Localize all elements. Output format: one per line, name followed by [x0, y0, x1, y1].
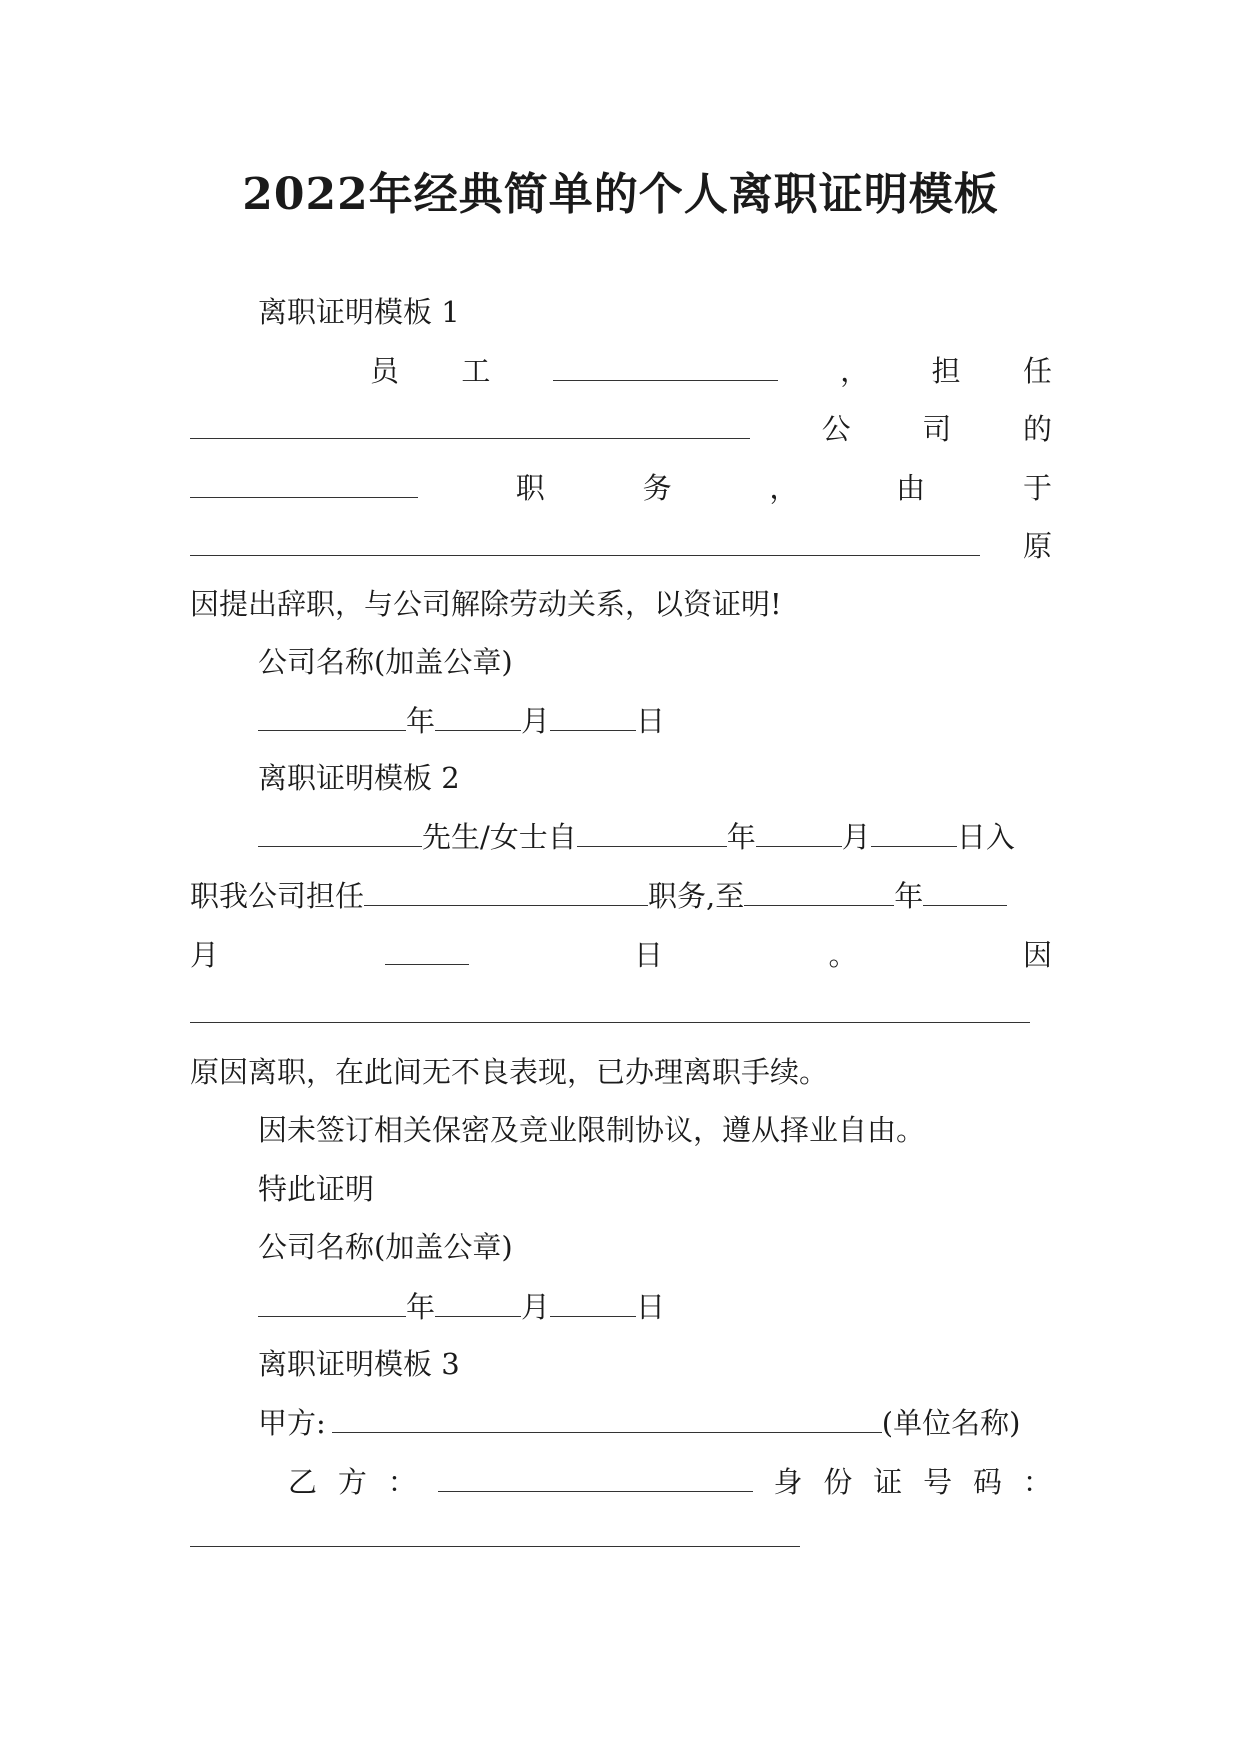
text-char: 司 [922, 412, 952, 446]
text-char: 的 [1022, 412, 1052, 446]
text-char: 方 [337, 1465, 367, 1499]
year-blank [577, 822, 727, 847]
year-label: 年 [406, 704, 436, 738]
employee-name-blank [553, 356, 778, 381]
text-char: 。 [828, 938, 858, 972]
month-blank [435, 1292, 521, 1317]
party-a-label: 甲方: [258, 1406, 326, 1440]
text-char: 证 [873, 1465, 903, 1499]
year-blank [258, 706, 406, 731]
text: 职我公司担任 [190, 879, 365, 913]
year-label: 年 [406, 1290, 436, 1324]
t2-date-line [258, 1292, 665, 1322]
text-char: 日 [633, 938, 663, 972]
t2-line-6: 因未签订相关保密及竞业限制协议，遵从择业自由。 [258, 1113, 926, 1147]
template-2-heading: 离职证明模板 2 [258, 761, 460, 795]
text-char: ， [840, 354, 870, 388]
position-blank [364, 881, 648, 906]
month-label: 月 [521, 704, 551, 738]
t2-line-2 [190, 881, 1007, 911]
t2-line-3 [190, 940, 1052, 970]
text: 先生/女士自 [422, 820, 577, 854]
document-title: 2022年经典简单的个人离职证明模板 [242, 169, 999, 220]
t3-party-a-line [258, 1408, 1020, 1438]
text: 日入 [956, 820, 1015, 854]
month-label: 月 [521, 1290, 551, 1324]
year-blank [744, 881, 894, 906]
text-char: 乙 [288, 1465, 318, 1499]
text-char: 于 [1022, 471, 1052, 505]
id-number-blank-line [190, 1546, 800, 1547]
t1-date-line [258, 706, 665, 736]
text: 职务,至 [648, 879, 745, 913]
text-char: 原 [1022, 529, 1052, 563]
month-blank [435, 706, 521, 731]
text-char: 任 [1022, 354, 1052, 388]
text-char: 职 [515, 471, 545, 505]
t2-line-5: 原因离职，在此间无不良表现，已办理离职手续。 [190, 1055, 829, 1089]
day-label: 日 [636, 1290, 666, 1324]
t2-company-seal: 公司名称(加盖公章) [258, 1230, 513, 1264]
text-char: ， [769, 471, 799, 505]
company-blank [190, 414, 750, 439]
text-char: 公 [821, 412, 851, 446]
text-char: 身 [773, 1465, 803, 1499]
text-char: 因 [1022, 938, 1052, 972]
year-blank [258, 1292, 406, 1317]
day-blank [385, 940, 469, 965]
text: 月 [841, 820, 871, 854]
unit-name-blank [332, 1408, 882, 1433]
template-1-heading: 离职证明模板 1 [258, 295, 460, 329]
text-char: 由 [896, 471, 926, 505]
text-char: 员 [370, 354, 400, 388]
t1-company-seal: 公司名称(加盖公章) [258, 645, 513, 679]
t1-line-4 [190, 531, 1052, 561]
text-char: 工 [461, 354, 491, 388]
text-char: 码 [972, 1465, 1002, 1499]
day-blank [550, 1292, 636, 1317]
template-3-heading: 离职证明模板 3 [258, 1347, 460, 1381]
t2-line-1 [258, 822, 1015, 852]
position-blank [190, 473, 418, 498]
name-blank [258, 822, 422, 847]
day-blank [871, 822, 957, 847]
day-blank [550, 706, 636, 731]
text-char: 份 [823, 1465, 853, 1499]
month-blank [923, 881, 1007, 906]
text-char: ： [1022, 1465, 1052, 1499]
text-char: 务 [642, 471, 672, 505]
text-char: 担 [931, 354, 961, 388]
t1-line-2 [190, 414, 1052, 444]
day-label: 日 [636, 704, 666, 738]
t2-line-7: 特此证明 [258, 1172, 375, 1206]
text-char: ： [387, 1465, 417, 1499]
text-char: 号 [923, 1465, 953, 1499]
text: 年 [726, 820, 756, 854]
party-b-name-blank [438, 1467, 753, 1492]
t3-party-b-line [288, 1467, 1052, 1497]
t1-reason-text: 因提出辞职，与公司解除劳动关系，以资证明! [190, 587, 782, 621]
text-char: 月 [190, 938, 220, 972]
reason-blank-line [190, 1022, 1030, 1023]
t1-line-1 [370, 356, 1052, 386]
month-blank [756, 822, 842, 847]
text: 年 [894, 879, 924, 913]
t1-line-3 [190, 473, 1052, 503]
reason-blank [190, 531, 980, 556]
unit-name-hint: (单位名称) [881, 1406, 1021, 1440]
